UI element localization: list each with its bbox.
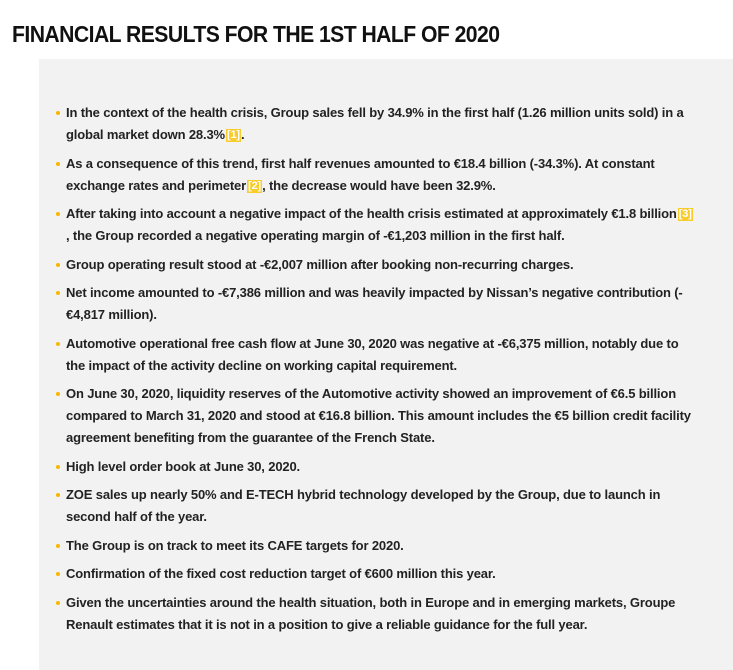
- bullet-dot-icon: [56, 263, 60, 267]
- footnote-link[interactable]: [3]: [678, 208, 692, 220]
- footnote-link[interactable]: [2]: [248, 179, 262, 192]
- bullet-dot-icon: [56, 465, 60, 469]
- results-bullet-list: [56, 102, 696, 642]
- bullet-dot-icon: [56, 572, 60, 576]
- bullet-item: ZOE sales up nearly 50% and E-TECH hybrid technology developed by the Group, due to launch in second half of the year.: [56, 484, 696, 528]
- bullet-item: Given the uncertainties around the health situation, both in Europe and in emerging markets, Groupe Renault estimates that it is not in a position to give a reliable guidance for the full year.: [56, 592, 696, 636]
- bullet-item: After taking into account a negative impact of the health crisis estimated at approximately €1.8 billion [3], the Group recorded a negative operating margin of -€1,203 million in the first half.: [56, 203, 696, 247]
- bullet-item: High level order book at June 30, 2020.: [56, 456, 696, 478]
- bullet-item: As a consequence of this trend, first half revenues amounted to €18.4 billion (-34.3%). At constant exchange rates and perimeter [2], the decrease would have been 32.9%.: [56, 153, 696, 197]
- bullet-item: In the context of the health crisis, Group sales fell by 34.9% in the first half (1.26 million units sold) in a global market down 28.3% [1].: [56, 102, 696, 146]
- bullet-dot-icon: [56, 544, 60, 548]
- bullet-item: On June 30, 2020, liquidity reserves of the Automotive activity showed an improvement of €6.5 billion compared to March 31, 2020 and stood at €16.8 billion. This amount includes the €5 billion credit facility agreement benefiting from the guarantee of the French State.: [56, 383, 696, 449]
- bullet-dot-icon: [56, 162, 60, 166]
- bullet-dot-icon: [56, 212, 60, 216]
- bullet-item: Automotive operational free cash flow at June 30, 2020 was negative at -€6,375 million, notably due to the impact of the activity decline on working capital requirement.: [56, 333, 696, 377]
- bullet-dot-icon: [56, 601, 60, 605]
- results-panel: [39, 59, 733, 670]
- bullet-dot-icon: [56, 342, 60, 346]
- bullet-dot-icon: [56, 111, 60, 115]
- page-title: FINANCIAL RESULTS FOR THE 1ST HALF OF 2020: [12, 21, 500, 48]
- bullet-item: Confirmation of the fixed cost reduction target of €600 million this year.: [56, 563, 696, 585]
- bullet-dot-icon: [56, 392, 60, 396]
- bullet-dot-icon: [56, 493, 60, 497]
- bullet-item: The Group is on track to meet its CAFE targets for 2020.: [56, 535, 696, 557]
- bullet-item: Group operating result stood at -€2,007 million after booking non-recurring charges.: [56, 254, 696, 276]
- bullet-dot-icon: [56, 291, 60, 295]
- bullet-item: Net income amounted to -€7,386 million and was heavily impacted by Nissan’s negative contribution (-€4,817 million).: [56, 282, 696, 326]
- footnote-link[interactable]: [1]: [226, 129, 240, 141]
